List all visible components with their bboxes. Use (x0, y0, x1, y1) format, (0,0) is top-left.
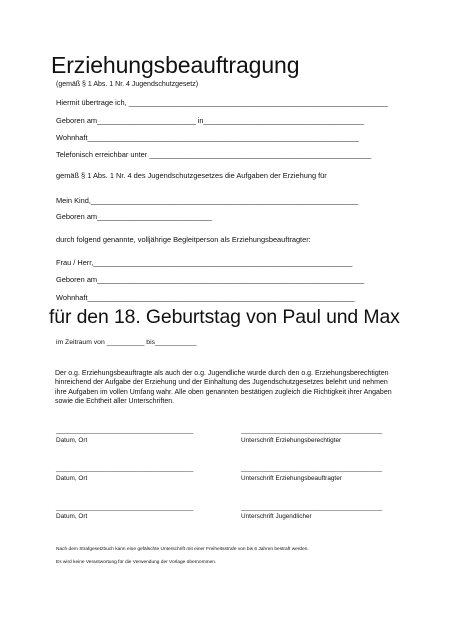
signature-line-date-2[interactable]: ______________________________________ (56, 465, 194, 472)
signature-line-guardian[interactable]: _______________________________________ (241, 427, 382, 434)
field-parent-name[interactable]: Hiermit übertrage ich, _______________________________________________________________ (56, 98, 388, 107)
declaration-paragraph: Der o.g. Erziehungsbeauftragte als auch der o.g. Jugendliche wurde durch den o.g. Erziehungsberechtigten hinreichend der Aufgabe der Erziehung und der Einhaltung des Jugendschutzgesetzes belehrt und nehmen ihre Aufgaben im vollen Umfang wahr. Alle oben genannten bestätigen zugleich die Richtigkeit ihrer Angaben sowie die Echtheit aller Unterschriften. (55, 370, 392, 406)
field-companion-name[interactable]: Frau / Herr,_______________________________________________________________ (56, 258, 353, 267)
legal-note-forgery: Nach dem Strafgesetzbuch kann eine gefälschte Unterschrift mit einer Freiheitsstrafe von bis 6 Jahren bestraft werden. (56, 547, 309, 552)
occasion-heading: für den 18. Geburtstag von Paul und Max (49, 306, 400, 328)
companion-intro-text: durch folgend genannte, volljährige Begleitperson als Erziehungsbeauftragter: (56, 235, 311, 244)
document-title: Erziehungsbeauftragung (51, 52, 300, 78)
field-companion-birth[interactable]: Geboren am_________________________________________________________________ (56, 275, 365, 284)
label-signature-youth: Unterschrift Jugendlicher (241, 513, 312, 520)
legal-note-disclaimer: Es wird keine Verantwortung für die Verwendung der Vorlage übernommen. (56, 560, 217, 565)
label-date-place-2: Datum, Ort (56, 475, 88, 482)
field-child-birth[interactable]: Geboren am____________________________ (56, 212, 213, 221)
signature-line-date-1[interactable]: ______________________________________ (56, 427, 194, 434)
signature-line-date-3[interactable]: ______________________________________ (56, 504, 194, 511)
signature-line-youth[interactable]: _______________________________________ (241, 504, 382, 511)
label-date-place-3: Datum, Ort (56, 513, 88, 520)
document-subtitle: (gemäß § 1 Abs. 1 Nr. 4 Jugendschutzgesetz) (56, 81, 199, 88)
field-period[interactable]: im Zeitraum von __________ bis___________ (56, 339, 197, 346)
intro-text: gemäß § 1 Abs. 1 Nr. 4 des Jugendschutzgesetzes die Aufgaben der Erziehung für (56, 171, 327, 180)
label-date-place-1: Datum, Ort (56, 437, 88, 444)
field-parent-address[interactable]: Wohnhaft__________________________________________________________________ (56, 133, 359, 142)
label-signature-guardian: Unterschrift Erziehungsberechtigter (241, 437, 342, 444)
label-signature-companion: Unterschrift Erziehungsbeauftragter (241, 475, 342, 482)
field-parent-phone[interactable]: Telefonisch erreichbar unter ______________________________________________________ (56, 150, 372, 159)
signature-line-companion[interactable]: _______________________________________ (241, 465, 382, 472)
field-companion-address[interactable]: Wohnhaft_________________________________________________________________ (56, 293, 355, 302)
field-child-name[interactable]: Mein Kind,_________________________________________________________________ (56, 196, 359, 205)
field-parent-birth[interactable]: Geboren am________________________ in_______________________________________ (56, 116, 364, 125)
